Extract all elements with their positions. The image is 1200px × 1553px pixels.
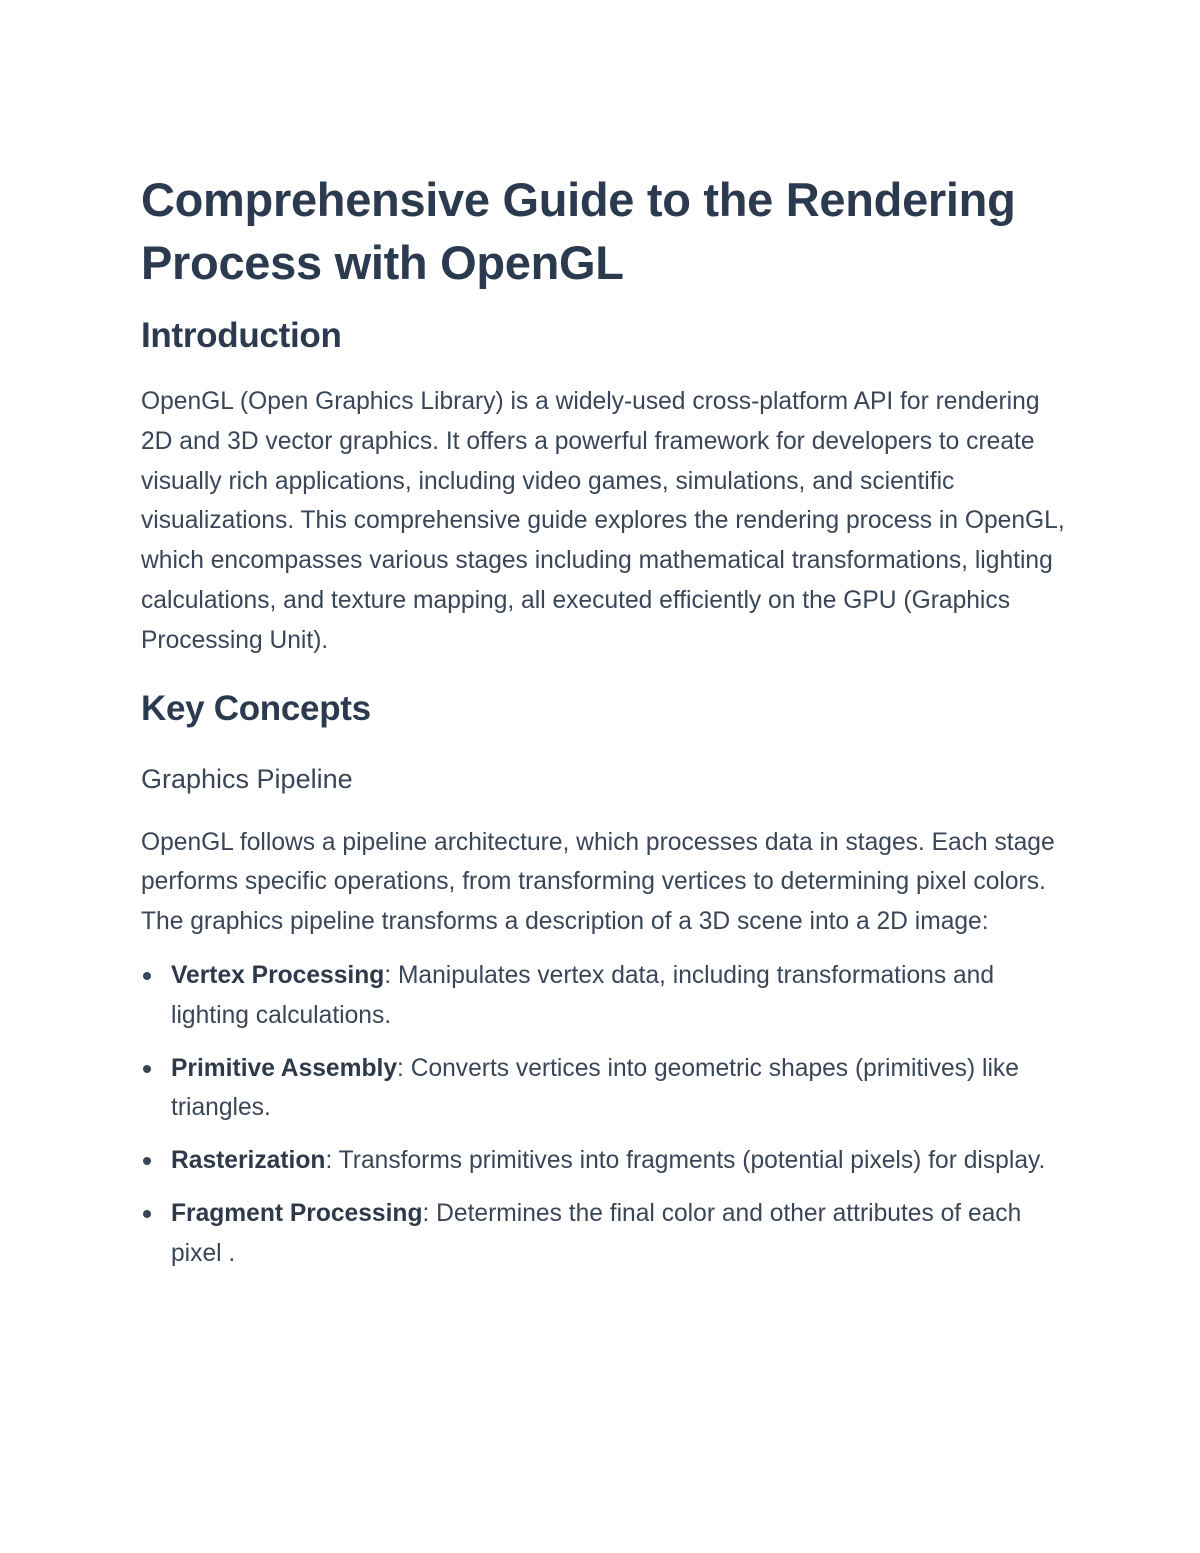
list-item-separator: : — [397, 1054, 404, 1082]
list-item-term: Rasterization — [171, 1147, 326, 1175]
list-item-separator: : — [325, 1147, 333, 1175]
list-item-description: Determines the final color and other attributes of each pixel . — [171, 1199, 1022, 1267]
document-page — [141, 168, 1066, 1287]
list-item-term: Fragment Processing — [171, 1199, 423, 1227]
bullet-icon — [143, 1210, 151, 1218]
document-title: Comprehensive Guide to the Rendering Process with OpenGL — [141, 173, 1016, 289]
section-heading-key-concepts: Key Concepts — [141, 688, 371, 728]
list-item-separator: : — [384, 961, 392, 989]
bullet-icon — [143, 972, 151, 980]
subsection-heading-graphics-pipeline: Graphics Pipeline — [141, 763, 353, 794]
pipeline-stage-list — [141, 956, 1066, 1274]
list-item — [141, 1049, 1066, 1129]
list-item-description: Converts vertices into geometric shapes (primitives) like triangles. — [171, 1054, 1019, 1122]
graphics-pipeline-paragraph: OpenGL follows a pipeline architecture, which processes data in stages. Each stage performs specific operations, from transforming vertices to determining pixel colors. The graphics pipeline transforms a description of a 3D scene into a 2D image: — [141, 828, 1055, 936]
section-heading-introduction: Introduction — [141, 316, 342, 355]
introduction-paragraph: OpenGL (Open Graphics Library) is a widely-used cross-platform API for rendering 2D and 3D vector graphics. It offers a powerful framework for developers to create visually rich applications, including video games, simulations, and scientific visualizations. This comprehensive guide explores the rendering process in OpenGL, which encompasses various stages including mathematical transformations, lighting calculations, and texture mapping, all executed efficiently on the GPU (Graphics Processing Unit). — [141, 388, 1065, 654]
bullet-icon — [143, 1065, 151, 1073]
list-item-term: Vertex Processing — [171, 961, 385, 989]
list-item — [141, 1141, 1066, 1181]
list-item-separator: : — [422, 1199, 430, 1227]
list-item-description: Manipulates vertex data, including transformations and lighting calculations. — [171, 961, 994, 1029]
list-item-term: Primitive Assembly — [171, 1054, 398, 1082]
list-item — [141, 956, 1066, 1036]
bullet-icon — [143, 1157, 151, 1165]
list-item — [141, 1194, 1066, 1274]
list-item-description: Transforms primitives into fragments (potential pixels) for display. — [332, 1147, 1046, 1175]
